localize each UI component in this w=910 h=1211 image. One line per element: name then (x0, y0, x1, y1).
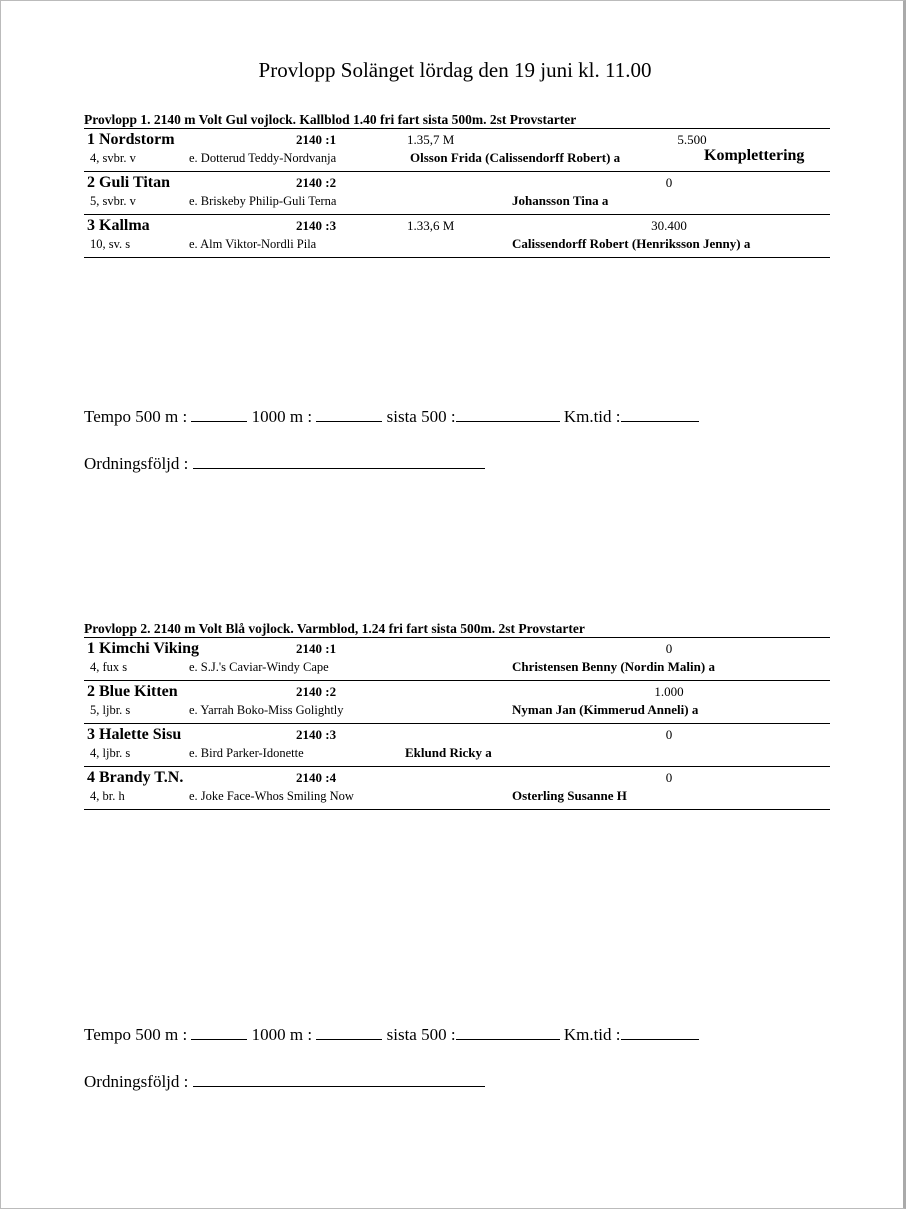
order-form-row (84, 1071, 485, 1092)
pedigree: e. Alm Viktor-Nordli Pila (189, 237, 317, 251)
order-field[interactable] (193, 453, 485, 469)
driver: Johansson Tina a (512, 193, 609, 208)
horse-name: 3 Halette Sisu (87, 726, 182, 743)
prize-money: 0 (665, 727, 673, 742)
prize-money: 0 (665, 770, 673, 785)
last-500-label: sista 500 : (386, 1025, 456, 1044)
entry-row (84, 129, 830, 172)
entry-row (84, 638, 830, 681)
tempo-form-row (84, 1024, 699, 1045)
last-500-label: sista 500 : (386, 407, 456, 426)
driver: Eklund Ricky a (405, 745, 492, 760)
horse-name: 2 Guli Titan (87, 174, 170, 191)
record-time: 1.33,6 M (407, 218, 455, 233)
tempo-500-field[interactable] (191, 406, 247, 422)
start-position: 2140 :3 (296, 218, 337, 233)
start-position: 2140 :3 (296, 727, 337, 742)
horse-name: 4 Brandy T.N. (87, 769, 184, 786)
pedigree: e. Briskeby Philip-Guli Terna (189, 194, 337, 208)
horse-age-color-sex: 10, sv. s (90, 237, 131, 251)
prize-money: 0 (665, 175, 673, 190)
pedigree: e. Joke Face-Whos Smiling Now (189, 789, 354, 803)
order-form-row (84, 453, 485, 474)
pedigree: e. Yarrah Boko-Miss Golightly (189, 703, 344, 717)
order-field[interactable] (193, 1071, 485, 1087)
race-1 (84, 112, 830, 258)
tempo-500-field[interactable] (191, 1024, 247, 1040)
horse-name: 1 Nordstorm (87, 131, 175, 148)
tempo-form-row (84, 406, 699, 427)
km-time-label: Km.tid : (563, 407, 621, 426)
start-position: 2140 :1 (296, 132, 337, 147)
race-2 (84, 621, 830, 810)
km-time-field[interactable] (621, 1024, 699, 1040)
prize-money: 5.500 (677, 132, 707, 147)
pedigree: e. Bird Parker-Idonette (189, 746, 304, 760)
page-title: Provlopp Solänget lördag den 19 juni kl. 11.00 (258, 58, 652, 82)
horse-age-color-sex: 4, ljbr. s (90, 746, 131, 760)
horse-name: 2 Blue Kitten (87, 683, 178, 700)
start-position: 2140 :4 (296, 770, 337, 785)
entry-row (84, 681, 830, 724)
start-position: 2140 :1 (296, 641, 337, 656)
start-position: 2140 :2 (296, 684, 337, 699)
driver: Calissendorff Robert (Henriksson Jenny) a (512, 236, 751, 251)
prize-money: 30.400 (651, 218, 687, 233)
driver: Nyman Jan (Kimmerud Anneli) a (512, 702, 699, 717)
horse-age-color-sex: 4, br. h (90, 789, 125, 803)
tempo-500-label: Tempo 500 m : (84, 407, 188, 426)
order-label: Ordningsföljd : (84, 1072, 189, 1091)
tempo-1000-field[interactable] (316, 406, 382, 422)
driver: Osterling Susanne H (512, 788, 627, 803)
entry-row (84, 767, 830, 810)
pedigree: e. S.J.'s Caviar-Windy Cape (189, 660, 329, 674)
record-time: 1.35,7 M (407, 132, 455, 147)
start-position: 2140 :2 (296, 175, 337, 190)
horse-age-color-sex: 5, svbr. v (90, 194, 136, 208)
tempo-1000-label: 1000 m : (251, 407, 313, 426)
entry-row (84, 215, 830, 258)
race-heading: Provlopp 1. 2140 m Volt Gul vojlock. Kallblod 1.40 fri fart sista 500m. 2st Provstarter (84, 112, 577, 127)
horse-name: 1 Kimchi Viking (87, 640, 200, 657)
tempo-1000-field[interactable] (316, 1024, 382, 1040)
last-500-field[interactable] (456, 1024, 560, 1040)
horse-age-color-sex: 5, ljbr. s (90, 703, 131, 717)
driver: Olsson Frida (Calissendorff Robert) a (410, 150, 621, 165)
driver: Christensen Benny (Nordin Malin) a (512, 659, 715, 674)
km-time-label: Km.tid : (563, 1025, 621, 1044)
tempo-500-label: Tempo 500 m : (84, 1025, 188, 1044)
horse-age-color-sex: 4, svbr. v (90, 151, 136, 165)
horse-age-color-sex: 4, fux s (90, 660, 128, 674)
prize-money: 0 (665, 641, 673, 656)
entry-row (84, 172, 830, 215)
order-label: Ordningsföljd : (84, 454, 189, 473)
km-time-field[interactable] (621, 406, 699, 422)
horse-name: 3 Kallma (87, 217, 150, 234)
tempo-1000-label: 1000 m : (251, 1025, 313, 1044)
last-500-field[interactable] (456, 406, 560, 422)
race-heading: Provlopp 2. 2140 m Volt Blå vojlock. Varmblod, 1.24 fri fart sista 500m. 2st Provstarter (84, 621, 585, 636)
prize-money: 1.000 (654, 684, 684, 699)
pedigree: e. Dotterud Teddy-Nordvanja (189, 151, 337, 165)
entry-note: Komplettering (704, 147, 805, 164)
entry-row (84, 724, 830, 767)
